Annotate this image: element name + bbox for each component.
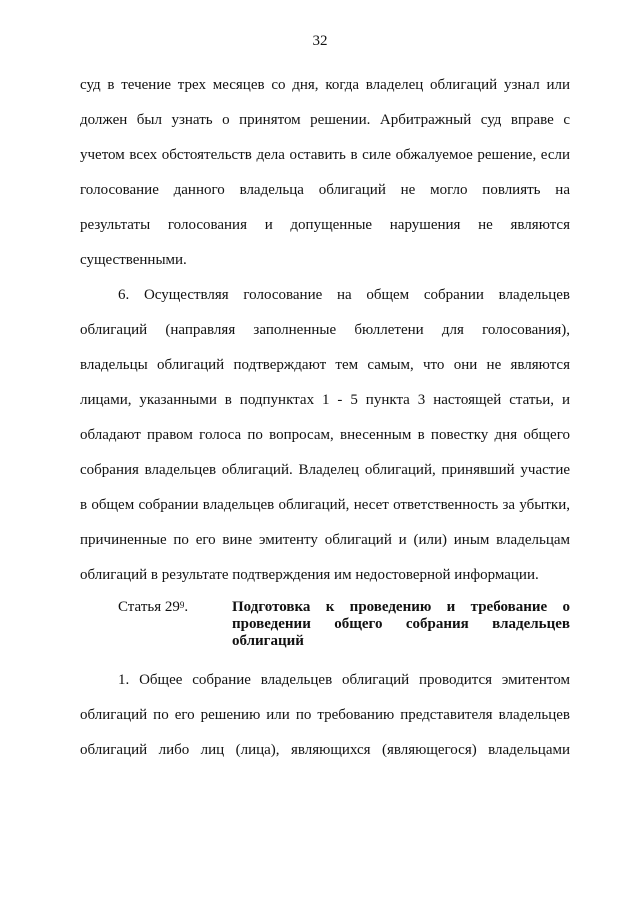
article-label	[118, 598, 188, 616]
text-line: учетом всех обстоятельств дела оставить в силе обжалуемое решение, если	[80, 147, 570, 163]
article-label-suffix: .	[184, 599, 189, 615]
text-line: 6. Осуществляя голосование на общем собрании владельцев	[118, 287, 570, 303]
text-line: облигаций по его решению или по требованию представителя владельцев	[80, 707, 570, 723]
text-line: существенными.	[80, 252, 187, 268]
text-line: результаты голосования и допущенные нарушения не являются	[80, 217, 570, 233]
article-title-line: проведении общего собрания владельцев	[232, 616, 570, 632]
page-number: 32	[312, 33, 328, 49]
text-line: голосование данного владельца облигаций не могло повлиять на	[80, 182, 570, 198]
article-title-line: Подготовка к проведению и требование о	[232, 599, 570, 615]
text-line: облигаций в результате подтверждения им недостоверной информации.	[80, 567, 539, 583]
text-line: суд в течение трех месяцев со дня, когда владелец облигаций узнал или	[80, 77, 570, 93]
article-label-text: Статья 29	[118, 599, 180, 615]
text-line: собрания владельцев облигаций. Владелец облигаций, принявший участие	[80, 462, 570, 478]
text-line: облигаций либо лиц (лица), являющихся (являющегося) владельцами	[80, 742, 570, 758]
text-line: причиненные по его вине эмитенту облигаций и (или) иным владельцам	[80, 532, 570, 548]
text-line: лицами, указанными в подпунктах 1 - 5 пункта 3 настоящей статьи, и	[80, 392, 570, 408]
text-line: обладают правом голоса по вопросам, внесенным в повестку дня общего	[80, 427, 570, 443]
text-line: должен был узнать о принятом решении. Арбитражный суд вправе с	[80, 112, 570, 128]
article-superscript: 9	[179, 600, 185, 610]
text-line: в общем собрании владельцев облигаций, несет ответственность за убытки,	[80, 497, 570, 513]
article-title-line: облигаций	[232, 633, 304, 649]
text-line: облигаций (направляя заполненные бюллетени для голосования),	[80, 322, 570, 338]
text-line: 1. Общее собрание владельцев облигаций проводится эмитентом	[118, 672, 570, 688]
text-line: владельцы облигаций подтверждают тем самым, что они не являются	[80, 357, 570, 373]
